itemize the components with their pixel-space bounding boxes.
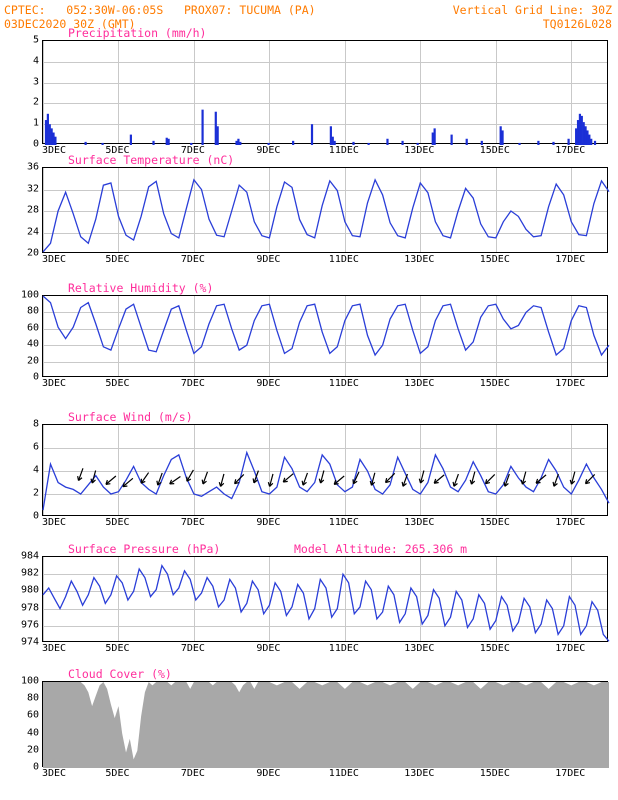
y-axis-tick-label: 100 <box>20 289 39 301</box>
y-axis-tick-label: 80 <box>26 305 39 317</box>
x-axis-tick-label: 11DEC <box>328 378 359 389</box>
panel-title: Precipitation (mm/h) <box>68 26 207 40</box>
x-axis-tick-label: 11DEC <box>328 643 359 654</box>
x-axis-tick-label: 13DEC <box>404 517 435 528</box>
y-axis-tick-label: 20 <box>26 247 39 259</box>
x-axis-tick-label: 3DEC <box>42 517 67 528</box>
y-axis-tick-label: 24 <box>26 226 39 237</box>
y-axis-tick-label: 984 <box>20 550 39 562</box>
plot-area <box>42 556 608 642</box>
y-axis-tick-label: 974 <box>20 636 39 648</box>
x-axis-tick-label: 5DEC <box>105 768 130 779</box>
series-graphic <box>43 168 609 254</box>
chart-panel-2 <box>20 281 608 389</box>
y-axis-tick-label: 20 <box>26 744 39 756</box>
plot-area <box>42 295 608 377</box>
chart-panel-5 <box>20 667 608 779</box>
header-station-line: CPTEC: 052:30W-06:05S PROX07: TUCUMA (PA) <box>4 3 316 17</box>
x-axis-tick-label: 7DEC <box>180 517 205 528</box>
x-axis-tick-label: 7DEC <box>180 254 205 265</box>
y-axis-tick-label: 40 <box>26 338 39 350</box>
x-axis-tick-label: 17DEC <box>555 254 586 265</box>
y-axis-tick-label: 978 <box>20 602 39 614</box>
x-axis-tick-label: 17DEC <box>555 378 586 389</box>
chart-panel-0 <box>32 26 608 156</box>
y-axis-tick-label: 0 <box>32 371 39 383</box>
x-axis-tick-label: 15DEC <box>479 768 510 779</box>
chart-panel-3 <box>32 410 608 528</box>
x-axis-tick-label: 11DEC <box>328 517 359 528</box>
x-axis-tick-label: 9DEC <box>256 378 281 389</box>
y-axis-tick-label: 100 <box>20 675 39 687</box>
y-axis-tick-label: 982 <box>20 567 39 579</box>
x-axis-tick-label: 5DEC <box>105 254 130 265</box>
y-axis-tick-label: 32 <box>26 183 39 194</box>
x-axis-tick-label: 11DEC <box>328 254 359 265</box>
series-graphic <box>43 41 609 145</box>
x-axis-tick-label: 9DEC <box>256 643 281 654</box>
x-axis-tick-label: 3DEC <box>42 254 67 265</box>
x-axis-tick-label: 3DEC <box>42 145 67 156</box>
y-axis-tick-label: 5 <box>32 34 39 46</box>
y-axis-tick-label: 60 <box>26 709 39 721</box>
y-axis-tick-label: 8 <box>32 418 39 430</box>
x-axis-tick-label: 5DEC <box>105 145 130 156</box>
panel-subtitle-altitude: Model Altitude: 265.306 m <box>294 542 468 556</box>
x-axis-tick-label: 7DEC <box>180 145 205 156</box>
y-axis-tick-label: 0 <box>32 138 39 150</box>
series-graphic <box>43 296 609 378</box>
x-axis-tick-label: 17DEC <box>555 517 586 528</box>
x-axis-tick-label: 5DEC <box>105 517 130 528</box>
y-axis-tick-label: 1 <box>32 117 39 129</box>
y-axis-tick-label: 4 <box>32 464 39 476</box>
x-axis-tick-label: 3DEC <box>42 768 67 779</box>
chart-panel-4 <box>20 542 608 654</box>
x-axis-tick-label: 13DEC <box>404 643 435 654</box>
x-axis-tick-label: 17DEC <box>555 768 586 779</box>
x-axis-tick-label: 13DEC <box>404 378 435 389</box>
x-axis-tick-label: 13DEC <box>404 145 435 156</box>
y-axis-tick-label: 36 <box>26 161 39 173</box>
y-axis-tick-label: 3 <box>32 76 39 88</box>
x-axis-tick-label: 7DEC <box>180 378 205 389</box>
plot-area <box>42 681 608 767</box>
x-axis-tick-label: 9DEC <box>256 145 281 156</box>
y-axis-tick-label: 4 <box>32 55 39 67</box>
x-axis-tick-label: 7DEC <box>180 768 205 779</box>
x-axis-tick-label: 3DEC <box>42 643 67 654</box>
y-axis-tick-label: 2 <box>32 487 39 499</box>
plot-area <box>42 167 608 253</box>
x-axis-tick-label: 9DEC <box>256 768 281 779</box>
y-axis-tick-label: 40 <box>26 727 39 739</box>
x-axis-tick-label: 13DEC <box>404 254 435 265</box>
x-axis-tick-label: 9DEC <box>256 254 281 265</box>
x-axis-tick-label: 5DEC <box>105 643 130 654</box>
panel-title: Relative Humidity (%) <box>68 281 214 295</box>
x-axis-tick-label: 3DEC <box>42 378 67 389</box>
y-axis-tick-label: 20 <box>26 355 39 367</box>
panel-title: Surface Pressure (hPa) <box>68 542 221 556</box>
panel-title: Surface Temperature (nC) <box>68 153 235 167</box>
series-graphic <box>43 557 609 643</box>
plot-area <box>42 424 608 516</box>
y-axis-tick-label: 6 <box>32 441 39 453</box>
x-axis-tick-label: 15DEC <box>479 643 510 654</box>
x-axis-tick-label: 17DEC <box>555 145 586 156</box>
x-axis-tick-label: 15DEC <box>479 254 510 265</box>
panel-title: Cloud Cover (%) <box>68 667 172 681</box>
y-axis-tick-label: 976 <box>20 619 39 631</box>
header-model-id: TQ0126L028 <box>542 17 612 31</box>
y-axis-tick-label: 80 <box>26 692 39 704</box>
x-axis-tick-label: 17DEC <box>555 643 586 654</box>
x-axis-tick-label: 7DEC <box>180 643 205 654</box>
chart-panel-1 <box>26 153 608 265</box>
panel-title: Surface Wind (m/s) <box>68 410 193 424</box>
y-axis-tick-label: 0 <box>32 510 39 522</box>
series-graphic <box>43 682 609 768</box>
x-axis-tick-label: 15DEC <box>479 517 510 528</box>
header-gridline-note: Vertical Grid Line: 30Z <box>452 3 612 17</box>
y-axis-tick-label: 60 <box>26 322 39 334</box>
plot-area <box>42 40 608 144</box>
y-axis-tick-label: 980 <box>20 584 39 596</box>
x-axis-tick-label: 11DEC <box>328 768 359 779</box>
y-axis-tick-label: 0 <box>32 761 39 773</box>
x-axis-tick-label: 5DEC <box>105 378 130 389</box>
series-graphic <box>43 425 609 517</box>
x-axis-tick-label: 15DEC <box>479 378 510 389</box>
header-date-line: 03DEC2020 30Z (GMT) <box>4 17 136 31</box>
x-axis-tick-label: 11DEC <box>328 145 359 156</box>
y-axis-tick-label: 28 <box>26 204 39 216</box>
y-axis-tick-label: 2 <box>32 96 39 108</box>
x-axis-tick-label: 9DEC <box>256 517 281 528</box>
x-axis-tick-label: 15DEC <box>479 145 510 156</box>
x-axis-tick-label: 13DEC <box>404 768 435 779</box>
